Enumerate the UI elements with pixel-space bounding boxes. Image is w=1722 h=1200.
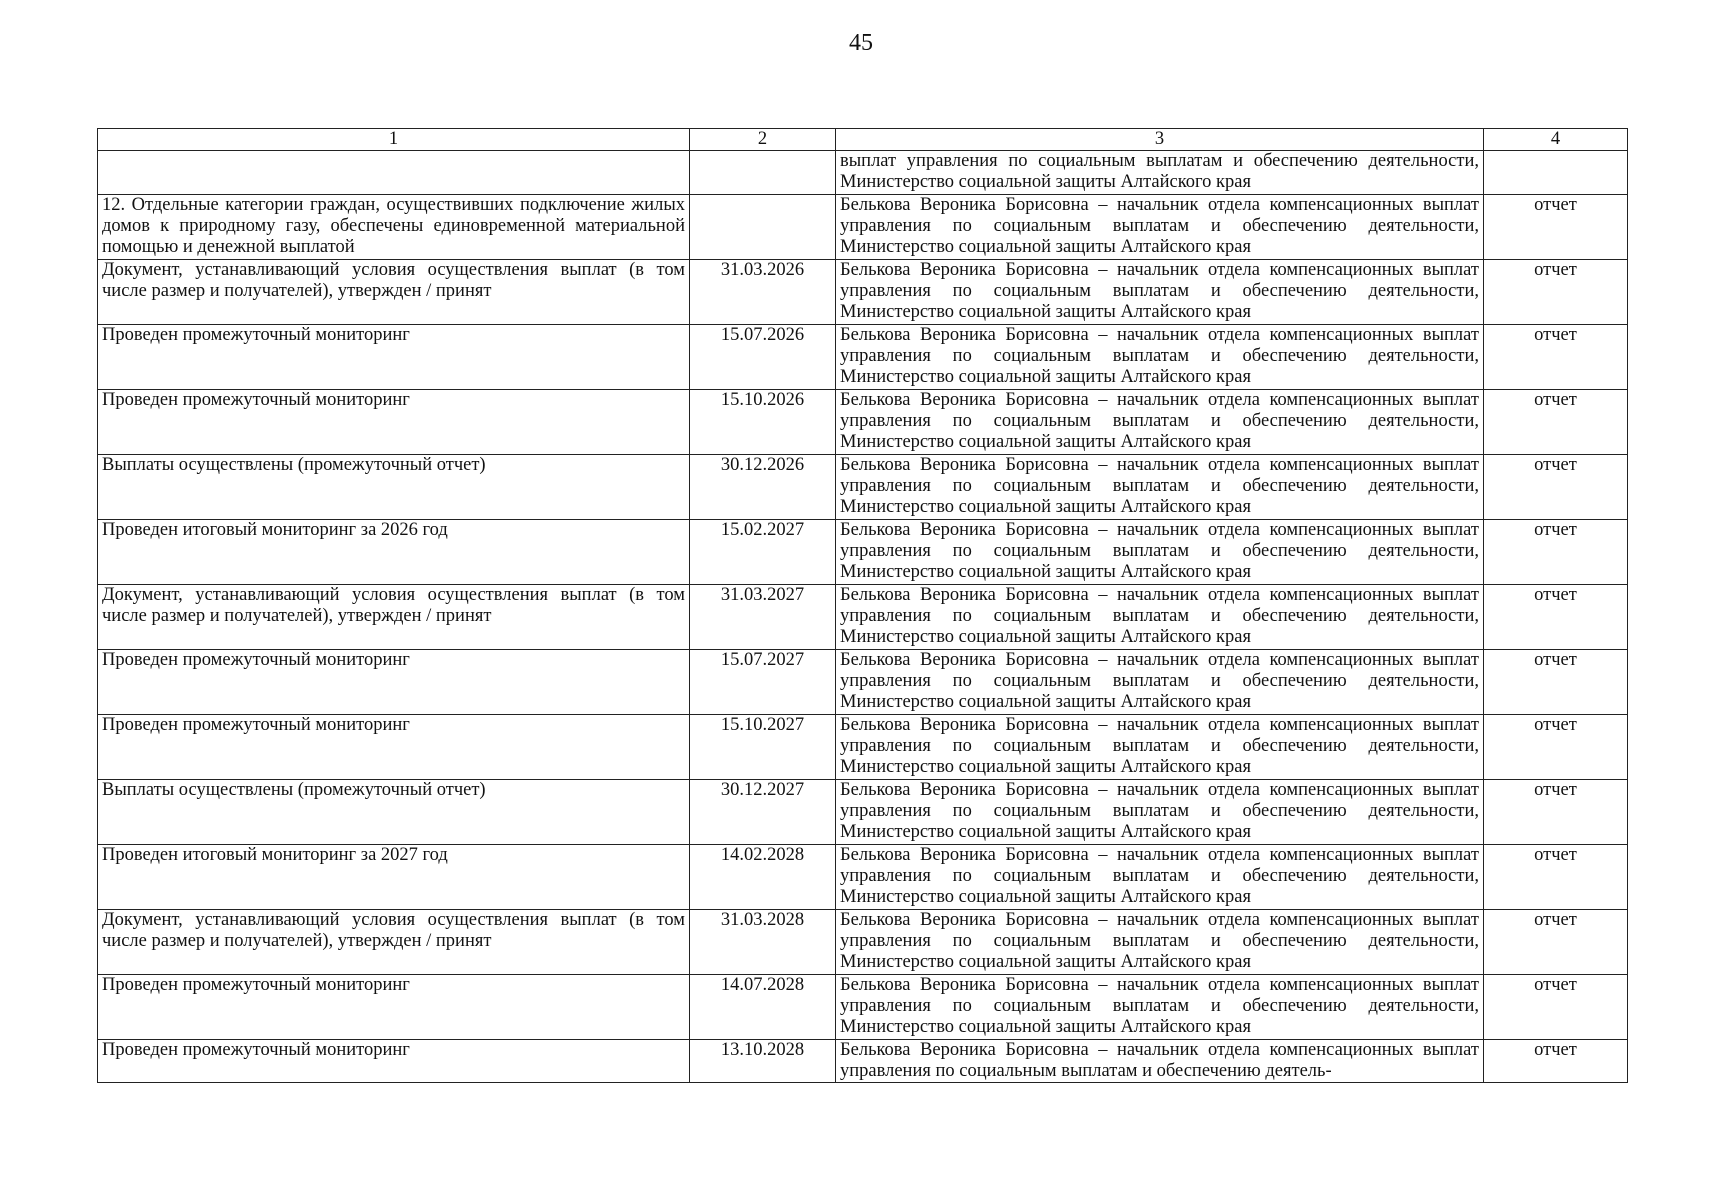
table-row: [98, 844, 1628, 909]
cell-event: Проведен промежуточный мониторинг: [98, 1039, 690, 1083]
table-row: [98, 714, 1628, 779]
table-row: [98, 909, 1628, 974]
table-row: [98, 1039, 1628, 1083]
cell-document: отчет: [1484, 389, 1628, 454]
cell-date: 15.02.2027: [690, 519, 836, 584]
cell-date: [690, 194, 836, 259]
cell-responsible: Белькова Вероника Борисовна – начальник отдела компенсационных выплат управления по социальным выплатам и обеспечению деятельности, Министерство социальной защиты Алтайского края: [836, 909, 1484, 974]
cell-document: отчет: [1484, 324, 1628, 389]
cell-date: 14.07.2028: [690, 974, 836, 1039]
cell-document: отчет: [1484, 974, 1628, 1039]
cell-responsible: Белькова Вероника Борисовна – начальник отдела компенсационных выплат управления по социальным выплатам и обеспечению деятельности, Министерство социальной защиты Алтайского края: [836, 844, 1484, 909]
cell-event: Проведен промежуточный мониторинг: [98, 389, 690, 454]
header-row: [98, 129, 1628, 151]
cell-event: Проведен промежуточный мониторинг: [98, 714, 690, 779]
table-row: [98, 324, 1628, 389]
cell-responsible: Белькова Вероника Борисовна – начальник отдела компенсационных выплат управления по социальным выплатам и обеспечению деятель-: [836, 1039, 1484, 1083]
cell-event: Проведен промежуточный мониторинг: [98, 649, 690, 714]
cell-responsible: Белькова Вероника Борисовна – начальник отдела компенсационных выплат управления по социальным выплатам и обеспечению деятельности, Министерство социальной защиты Алтайского края: [836, 779, 1484, 844]
table-row: [98, 519, 1628, 584]
cell-event: Выплаты осуществлены (промежуточный отчет): [98, 779, 690, 844]
cell-date: 14.02.2028: [690, 844, 836, 909]
cell-event: Документ, устанавливающий условия осуществления выплат (в том числе размер и получателей), утвержден / принят: [98, 909, 690, 974]
cell-date: 31.03.2026: [690, 259, 836, 324]
cell-event: Выплаты осуществлены (промежуточный отчет): [98, 454, 690, 519]
cell-event: Документ, устанавливающий условия осуществления выплат (в том числе размер и получателей), утвержден / принят: [98, 259, 690, 324]
cell-document: отчет: [1484, 519, 1628, 584]
cell-document: отчет: [1484, 1039, 1628, 1083]
cell-document: отчет: [1484, 844, 1628, 909]
table-row: [98, 974, 1628, 1039]
cell-event: Проведен промежуточный мониторинг: [98, 974, 690, 1039]
table-row: [98, 454, 1628, 519]
table-row-continuation: [98, 151, 1628, 195]
table-row: [98, 584, 1628, 649]
table-header: [98, 129, 1628, 151]
cell-date: 15.07.2027: [690, 649, 836, 714]
cell-responsible: Белькова Вероника Борисовна – начальник отдела компенсационных выплат управления по социальным выплатам и обеспечению деятельности, Министерство социальной защиты Алтайского края: [836, 649, 1484, 714]
table-row: [98, 259, 1628, 324]
table-row: [98, 779, 1628, 844]
cell-event: Проведен итоговый мониторинг за 2027 год: [98, 844, 690, 909]
cell-document: отчет: [1484, 454, 1628, 519]
cell-document: отчет: [1484, 779, 1628, 844]
table-body: [98, 151, 1628, 1083]
cell-document: отчет: [1484, 194, 1628, 259]
cell-document: отчет: [1484, 714, 1628, 779]
header-col-1: 1: [98, 129, 690, 151]
cell-responsible: Белькова Вероника Борисовна – начальник отдела компенсационных выплат управления по социальным выплатам и обеспечению деятельности, Министерство социальной защиты Алтайского края: [836, 519, 1484, 584]
cell-responsible: Белькова Вероника Борисовна – начальник отдела компенсационных выплат управления по социальным выплатам и обеспечению деятельности, Министерство социальной защиты Алтайского края: [836, 259, 1484, 324]
header-col-3: 3: [836, 129, 1484, 151]
cell-date: [690, 151, 836, 195]
cell-document: отчет: [1484, 909, 1628, 974]
cell-responsible: Белькова Вероника Борисовна – начальник отдела компенсационных выплат управления по социальным выплатам и обеспечению деятельности, Министерство социальной защиты Алтайского края: [836, 194, 1484, 259]
cell-document: отчет: [1484, 584, 1628, 649]
cell-date: 30.12.2026: [690, 454, 836, 519]
cell-responsible: Белькова Вероника Борисовна – начальник отдела компенсационных выплат управления по социальным выплатам и обеспечению деятельности, Министерство социальной защиты Алтайского края: [836, 714, 1484, 779]
cell-event: Проведен промежуточный мониторинг: [98, 324, 690, 389]
cell-date: 15.10.2027: [690, 714, 836, 779]
table-row: [98, 194, 1628, 259]
table-row: [98, 649, 1628, 714]
schedule-table: [97, 128, 1628, 1083]
cell-responsible: Белькова Вероника Борисовна – начальник отдела компенсационных выплат управления по социальным выплатам и обеспечению деятельности, Министерство социальной защиты Алтайского края: [836, 324, 1484, 389]
table-row: [98, 389, 1628, 454]
cell-date: 15.07.2026: [690, 324, 836, 389]
cell-responsible: Белькова Вероника Борисовна – начальник отдела компенсационных выплат управления по социальным выплатам и обеспечению деятельности, Министерство социальной защиты Алтайского края: [836, 389, 1484, 454]
page-number: 45: [849, 30, 873, 56]
cell-date: 31.03.2027: [690, 584, 836, 649]
cell-event: Проведен итоговый мониторинг за 2026 год: [98, 519, 690, 584]
cell-responsible: Белькова Вероника Борисовна – начальник отдела компенсационных выплат управления по социальным выплатам и обеспечению деятельности, Министерство социальной защиты Алтайского края: [836, 974, 1484, 1039]
cell-event: 12. Отдельные категории граждан, осуществивших подключение жилых домов к природному газу, обеспечены единовременной материальной помощью и денежной выплатой: [98, 194, 690, 259]
cell-event: [98, 151, 690, 195]
cell-document: отчет: [1484, 649, 1628, 714]
cell-responsible: Белькова Вероника Борисовна – начальник отдела компенсационных выплат управления по социальным выплатам и обеспечению деятельности, Министерство социальной защиты Алтайского края: [836, 584, 1484, 649]
header-col-2: 2: [690, 129, 836, 151]
cell-date: 13.10.2028: [690, 1039, 836, 1083]
cell-date: 31.03.2028: [690, 909, 836, 974]
cell-document: [1484, 151, 1628, 195]
cell-responsible: выплат управления по социальным выплатам и обеспечению деятельности, Министерство социальной защиты Алтайского края: [836, 151, 1484, 195]
header-col-4: 4: [1484, 129, 1628, 151]
cell-responsible: Белькова Вероника Борисовна – начальник отдела компенсационных выплат управления по социальным выплатам и обеспечению деятельности, Министерство социальной защиты Алтайского края: [836, 454, 1484, 519]
cell-date: 15.10.2026: [690, 389, 836, 454]
cell-document: отчет: [1484, 259, 1628, 324]
cell-event: Документ, устанавливающий условия осуществления выплат (в том числе размер и получателей), утвержден / принят: [98, 584, 690, 649]
cell-date: 30.12.2027: [690, 779, 836, 844]
